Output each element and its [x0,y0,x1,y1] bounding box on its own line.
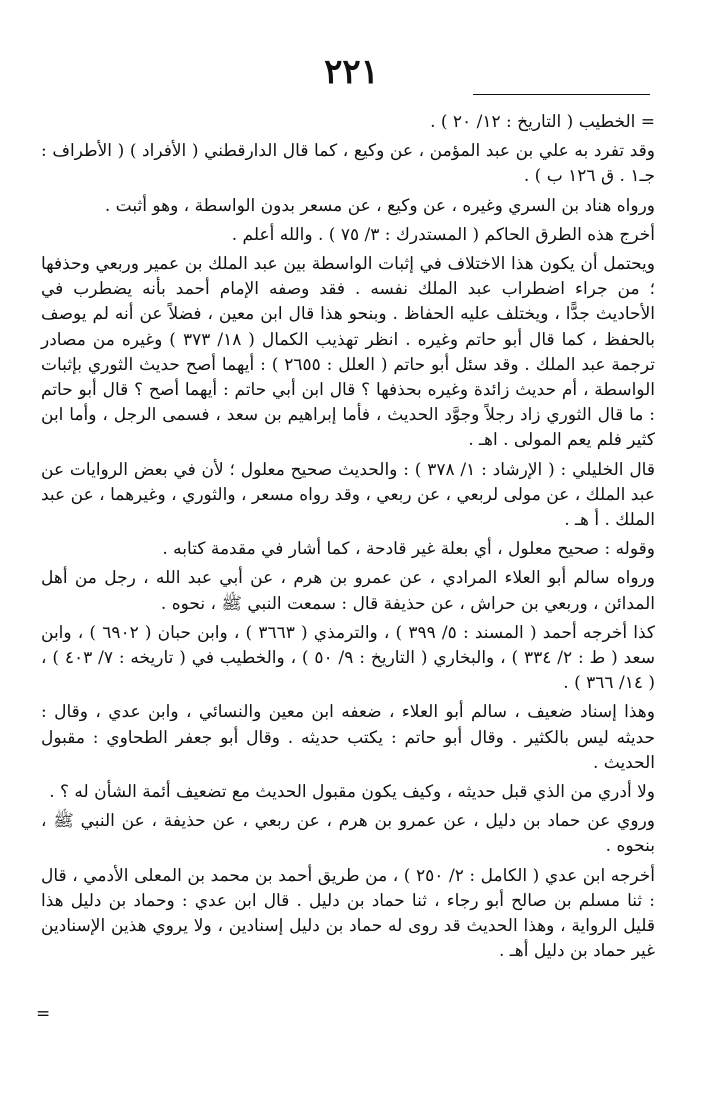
paragraph: قال الخليلي : ( الإرشاد : ١/ ٣٧٨ ) : والحديث صحيح معلول ؛ لأن في بعض الروايات عن عبد الملك ، عن مولى لربعي ، عن ربعي ، وقد رواه مسعر ، والثوري ، وغيرهما ، عن عبد الملك . أ هـ . [41,459,655,531]
page-header [0,52,703,100]
paragraph: ورواه هناد بن السري وغيره ، عن وكيع ، عن مسعر بدون الواسطة ، وهو أثبت . [104,195,655,216]
paragraph: ويحتمل أن يكون هذا الاختلاف في إثبات الواسطة بين عبد الملك بن عمير وربعي وحذفها ؛ من جراء اضطراب عبد الملك نفسه . فقد وصفه الإمام أحمد بأنه يضطرب في الأحاديث جدًّا ، ويختلف عليه الحفاظ . وبنحو هذا قال ابن معين ، فضلاً عن أنه لم يوصف بالحفظ ، كما قال أبو حاتم وغيره . انظر تهذيب الكمال ( ١٨/ ٣٧٣ ) وغيره من مصادر ترجمة عبد الملك . وقد سئل أبو حاتم ( العلل : ٢٦٥٥ ) : أيهما أصح حديث الثوري بإثبات الواسطة ، أم حديث زائدة وغيره بحذفها ؟ قال ابن أبي حاتم : أيهما أصح ؟ قال أبو حاتم : ما قال الثوري زاد رجلاً وجوَّد الحديث ، فأما إبراهيم بن سعد ، فسمى الرجل ، وأما ابن كثير فلم يعم المولى . اهـ . [41,254,656,451]
paragraph: = الخطيب ( التاريخ : ١٢/ ٢٠ ) . [430,112,655,132]
paragraph: ولا أدري من الذي قبل حديثه ، وكيف يكون مقبول الحديث مع تضعيف أئمة الشأن له ؟ . [49,782,655,803]
paragraph: أخرج هذه الطرق الحاكم ( المستدرك : ٣/ ٧٥ ) . والله أعلم . [231,224,655,245]
footnote-text [41,110,655,969]
paragraph: كذا أخرجه أحمد ( المسند : ٥/ ٣٩٩ ) ، والترمذي ( ٣٦٦٣ ) ، وابن حبان ( ٦٩٠٢ ) ، وابن سعد ( ط : ٢/ ٣٣٤ ) ، والبخاري ( التاريخ : ٩/ ٥٠ ) ، والخطيب في ( تاريخه : ٧/ ٤٠٣ ) ، ( ١٤/ ٣٦٦ ) . [41,622,655,694]
page-number: ٢٢١ [324,52,379,92]
continuation-mark: = [36,1004,51,1024]
paragraph: ورواه سالم أبو العلاء المرادي ، عن عمرو بن هرم ، عن أبي عبد الله ، رجل من أهل المدائن ، وربعي بن حراش ، عن حذيفة قال : سمعت النبي ﷺ ، نحوه . [41,568,655,614]
paragraph: وقد تفرد به علي بن عبد المؤمن ، عن وكيع ، كما قال الدارقطني ( الأفراد ) ( الأطراف : جـ١ . ق ١٢٦ ب ) . [41,141,655,187]
paragraph: وقوله : صحيح معلول ، أي بعلة غير قادحة ، كما أشار في مقدمة كتابه . [162,539,655,560]
paragraph: وروي عن حماد بن دليل ، عن عمرو بن هرم ، عن ربعي ، عن حذيفة ، عن النبي ﷺ ، بنحوه . [41,811,655,857]
paragraph: وهذا إسناد ضعيف ، سالم أبو العلاء ، ضعفه ابن معين والنسائي ، وابن عدي ، وقال : حديثه ليس بالكثير . وقال أبو حاتم : يكتب حديثه . وقال أبو جعفر الطحاوي : مقبول الحديث . [41,702,655,773]
paragraph: أخرجه ابن عدي ( الكامل : ٢/ ٢٥٠ ) ، من طريق أحمد بن محمد بن المعلى الأدمي ، قال : ثنا مسلم بن صالح أبو رجاء ، ثنا حماد بن دليل . قال ابن عدي : وحماد بن دليل هذا قليل الرواية ، وهذا الحديث قد روى له حماد بن دليل إسنادين ، ولا يروي هذين الإسنادين غير حماد بن دليل أهـ . [41,865,655,962]
header-rule [473,94,650,95]
